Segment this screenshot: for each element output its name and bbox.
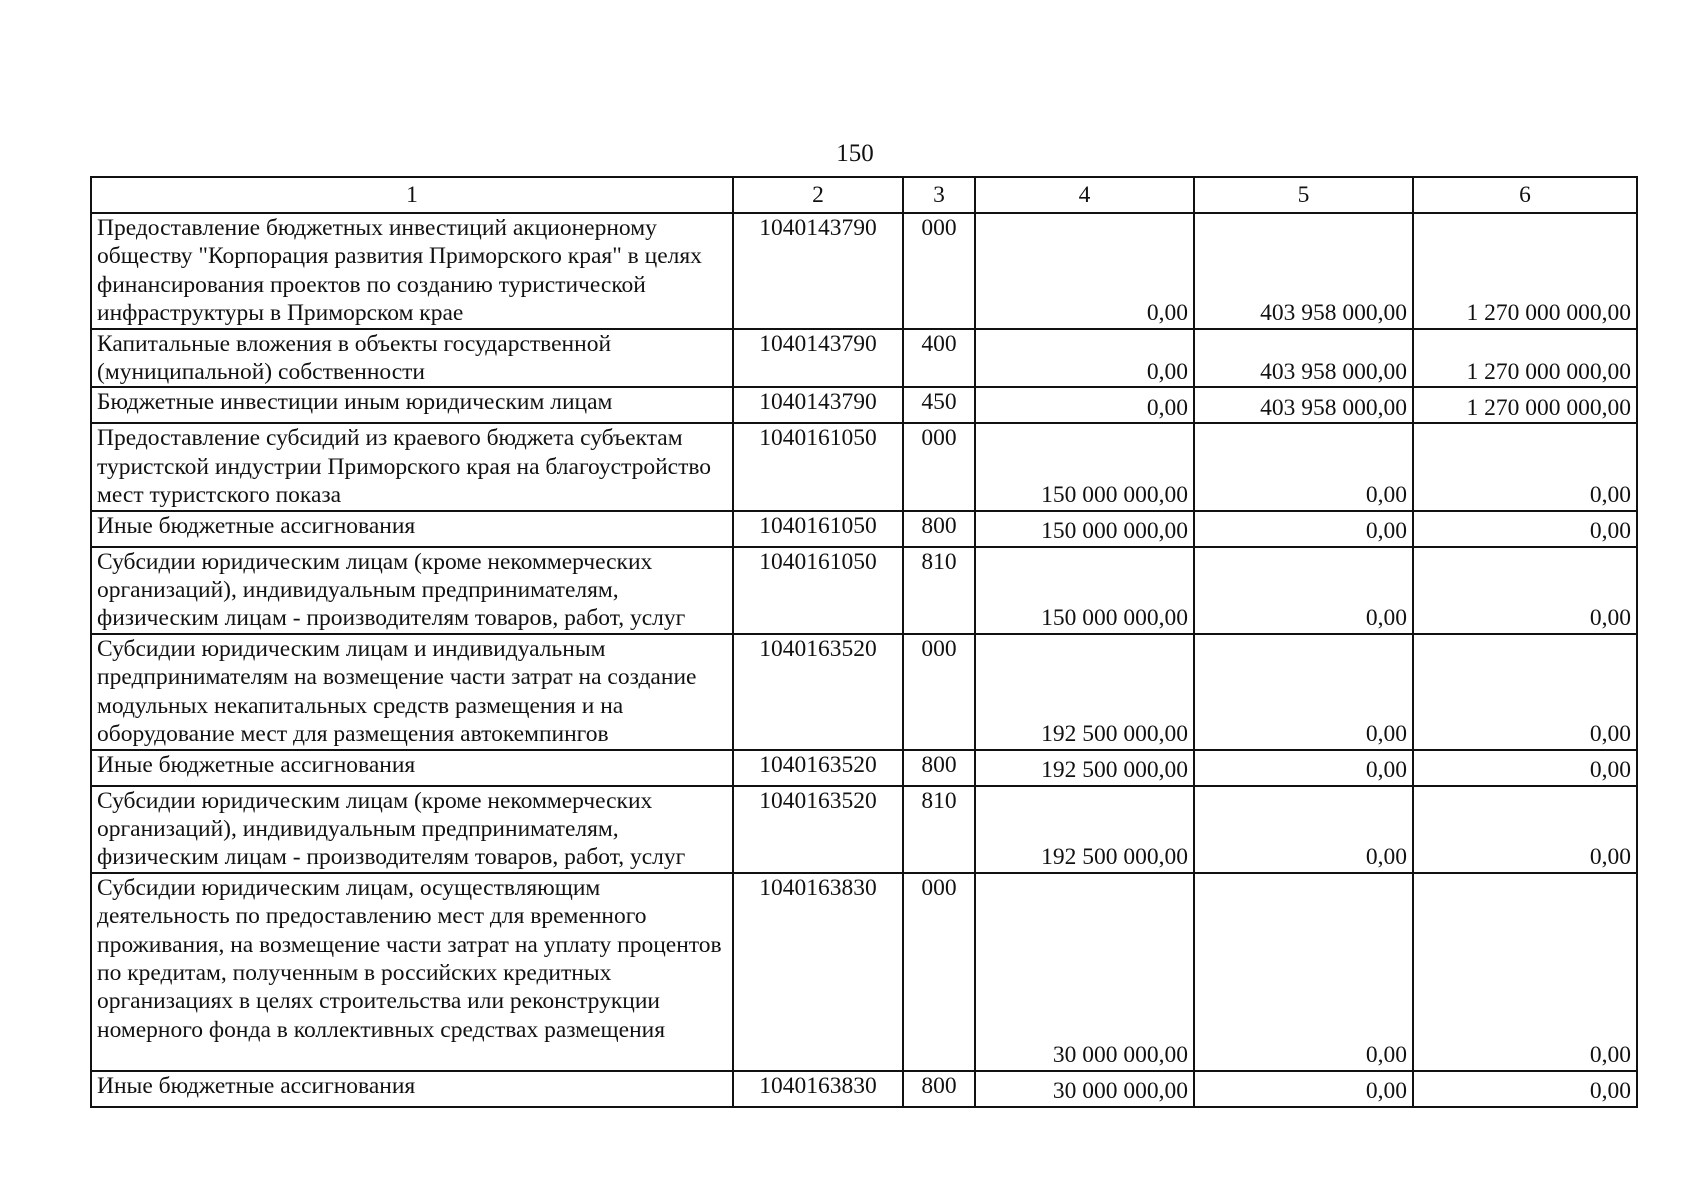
row-type: 400 — [903, 329, 975, 388]
row-type: 000 — [903, 634, 975, 750]
row-name: Субсидии юридическим лицам, осуществляющим деятельность по предоставлению мест для временного проживания, на возмещение части затрат на уплату процентов по кредитам, полученным в российских кредитных организациях в целях строительства или реконструкции номерного фонда в коллективных средствах размещения — [91, 873, 733, 1071]
row-name: Иные бюджетные ассигнования — [91, 1071, 733, 1107]
table-row — [91, 1071, 1637, 1107]
row-amount-6: 0,00 — [1413, 750, 1637, 786]
row-amount-6: 0,00 — [1413, 873, 1637, 1071]
row-name: Предоставление бюджетных инвестиций акционерному обществу "Корпорация развития Приморского края" в целях финансирования проектов по созданию туристической инфраструктуры в Приморском крае — [91, 213, 733, 329]
row-code: 1040163830 — [733, 1071, 903, 1107]
row-amount-6: 0,00 — [1413, 1071, 1637, 1107]
row-amount-6: 0,00 — [1413, 634, 1637, 750]
row-amount-5: 0,00 — [1194, 511, 1413, 547]
row-code: 1040161050 — [733, 511, 903, 547]
row-amount-4: 0,00 — [975, 387, 1194, 423]
row-amount-6: 1 270 000 000,00 — [1413, 213, 1637, 329]
row-type: 000 — [903, 423, 975, 510]
row-amount-4: 0,00 — [975, 213, 1194, 329]
row-amount-6: 0,00 — [1413, 786, 1637, 873]
row-type: 800 — [903, 750, 975, 786]
row-type: 810 — [903, 547, 975, 634]
column-header-1: 1 — [91, 177, 733, 213]
row-amount-5: 403 958 000,00 — [1194, 329, 1413, 388]
row-amount-4: 192 500 000,00 — [975, 634, 1194, 750]
row-amount-5: 0,00 — [1194, 547, 1413, 634]
row-code: 1040143790 — [733, 387, 903, 423]
table-row — [91, 329, 1637, 388]
row-amount-4: 150 000 000,00 — [975, 547, 1194, 634]
table-row — [91, 213, 1637, 329]
row-name: Иные бюджетные ассигнования — [91, 750, 733, 786]
column-header-2: 2 — [733, 177, 903, 213]
row-code: 1040161050 — [733, 423, 903, 510]
table-row — [91, 547, 1637, 634]
row-type: 000 — [903, 213, 975, 329]
row-name: Субсидии юридическим лицам (кроме некоммерческих организаций), индивидуальным предпринимателям, физическим лицам - производителям товаров, работ, услуг — [91, 786, 733, 873]
row-amount-5: 403 958 000,00 — [1194, 213, 1413, 329]
row-amount-4: 30 000 000,00 — [975, 873, 1194, 1071]
row-amount-4: 192 500 000,00 — [975, 750, 1194, 786]
column-header-4: 4 — [975, 177, 1194, 213]
row-amount-5: 403 958 000,00 — [1194, 387, 1413, 423]
row-name: Субсидии юридическим лицам и индивидуальным предпринимателям на возмещение части затрат на создание модульных некапитальных средств размещения и на оборудование мест для размещения автокемпингов — [91, 634, 733, 750]
row-amount-4: 0,00 — [975, 329, 1194, 388]
row-amount-5: 0,00 — [1194, 634, 1413, 750]
row-amount-6: 0,00 — [1413, 547, 1637, 634]
row-code: 1040161050 — [733, 547, 903, 634]
row-amount-6: 1 270 000 000,00 — [1413, 329, 1637, 388]
table-row — [91, 750, 1637, 786]
row-amount-5: 0,00 — [1194, 873, 1413, 1071]
row-type: 450 — [903, 387, 975, 423]
row-amount-4: 150 000 000,00 — [975, 511, 1194, 547]
row-amount-6: 0,00 — [1413, 511, 1637, 547]
row-amount-5: 0,00 — [1194, 786, 1413, 873]
row-type: 000 — [903, 873, 975, 1071]
table-row — [91, 423, 1637, 510]
table-row — [91, 786, 1637, 873]
row-code: 1040163520 — [733, 786, 903, 873]
table-row — [91, 873, 1637, 1071]
row-name: Бюджетные инвестиции иным юридическим лицам — [91, 387, 733, 423]
row-code: 1040163520 — [733, 750, 903, 786]
row-name: Капитальные вложения в объекты государственной (муниципальной) собственности — [91, 329, 733, 388]
table-row — [91, 634, 1637, 750]
row-type: 800 — [903, 1071, 975, 1107]
column-header-5: 5 — [1194, 177, 1413, 213]
row-amount-5: 0,00 — [1194, 750, 1413, 786]
row-code: 1040163830 — [733, 873, 903, 1071]
budget-table — [90, 176, 1638, 1108]
page-number: 150 — [836, 140, 874, 167]
row-amount-5: 0,00 — [1194, 423, 1413, 510]
row-name: Иные бюджетные ассигнования — [91, 511, 733, 547]
row-amount-6: 1 270 000 000,00 — [1413, 387, 1637, 423]
row-name: Предоставление субсидий из краевого бюджета субъектам туристской индустрии Приморского края на благоустройство мест туристского показа — [91, 423, 733, 510]
row-amount-5: 0,00 — [1194, 1071, 1413, 1107]
row-code: 1040143790 — [733, 329, 903, 388]
row-code: 1040163520 — [733, 634, 903, 750]
column-header-6: 6 — [1413, 177, 1637, 213]
column-header-3: 3 — [903, 177, 975, 213]
table-row — [91, 387, 1637, 423]
column-number-row — [91, 177, 1637, 213]
row-name: Субсидии юридическим лицам (кроме некоммерческих организаций), индивидуальным предпринимателям, физическим лицам - производителям товаров, работ, услуг — [91, 547, 733, 634]
table-row — [91, 511, 1637, 547]
row-type: 810 — [903, 786, 975, 873]
row-amount-4: 192 500 000,00 — [975, 786, 1194, 873]
row-code: 1040143790 — [733, 213, 903, 329]
row-type: 800 — [903, 511, 975, 547]
row-amount-4: 30 000 000,00 — [975, 1071, 1194, 1107]
row-amount-4: 150 000 000,00 — [975, 423, 1194, 510]
row-amount-6: 0,00 — [1413, 423, 1637, 510]
